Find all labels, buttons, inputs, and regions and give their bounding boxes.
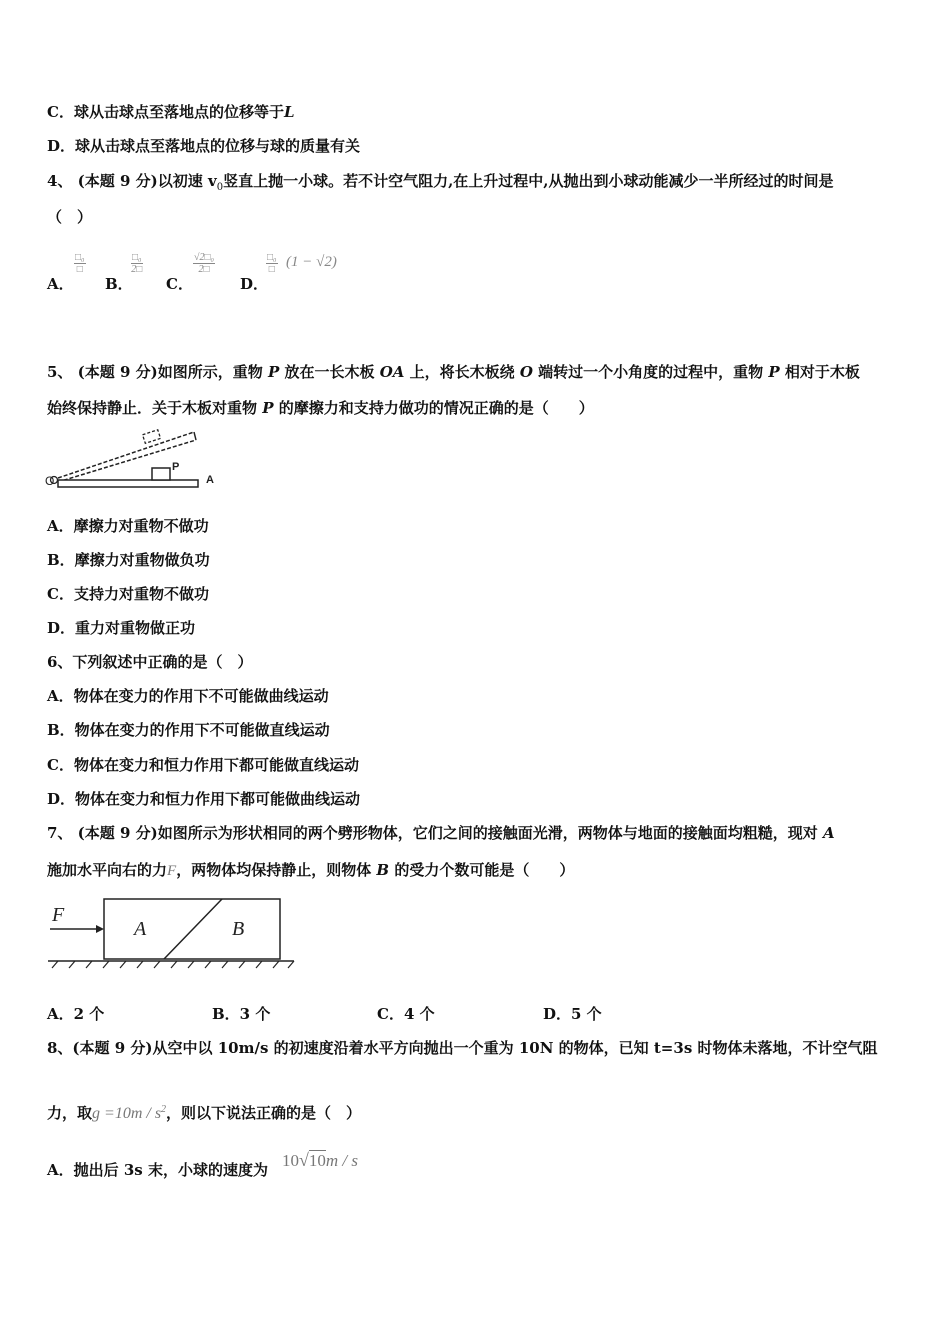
q4-stem-line2: （ ） — [47, 208, 93, 226]
q7-figure — [44, 895, 300, 971]
q3-option-d: D．球从击球点至落地点的位移与球的质量有关 — [47, 137, 361, 155]
q5-figure — [44, 428, 224, 498]
q6-option-a: A．物体在变力的作用下不可能做曲线运动 — [47, 687, 329, 705]
q5-label-a: A — [206, 474, 214, 486]
q7-option-a: A．2 个 — [47, 1005, 105, 1023]
q5-stem: 5、 (本题 9 分)如图所示，重物 P 放在一长木板 OA 上，将长木板绕 O 端转过一个小角度的过程中，重物 P 相对于木板 — [47, 363, 860, 381]
q5-option-a: A．摩擦力对重物不做功 — [47, 517, 209, 535]
q5-block-p — [152, 468, 170, 480]
q3-option-c: C．球从击球点至落地点的位移等于L — [47, 103, 295, 121]
q5-rotated-block — [143, 430, 161, 444]
q5-option-d: D．重力对重物做正功 — [47, 619, 196, 637]
q8-stem-line2: 力，取$g =10m / s^2$，则以下说法正确的是（ ） — [47, 1104, 362, 1122]
q5-board — [58, 480, 198, 487]
q8-option-a-value: 10√10m / s — [282, 1150, 359, 1170]
q4-label-a: A． — [47, 275, 74, 293]
q6-option-d: D．物体在变力和恒力作用下都可能做曲线运动 — [47, 790, 361, 808]
q7-option-c: C．4 个 — [377, 1005, 435, 1023]
q4-formula-b: □₀ 2□ — [131, 252, 143, 275]
q7-stem: 7、 (本题 9 分)如图所示为形状相同的两个劈形物体，它们之间的接触面光滑，两物体与地面的接触面均粗糙，现对 A — [47, 824, 835, 842]
q6-option-b: B．物体在变力的作用下不可能做直线运动 — [47, 721, 330, 739]
q5-label-p: P — [172, 461, 180, 473]
q4-label-d: D． — [240, 275, 269, 293]
q5-option-b: B．摩擦力对重物做负功 — [47, 551, 210, 569]
q7-option-d: D．5 个 — [543, 1005, 602, 1023]
q4-formula-d-tail: (1 − √2) — [286, 254, 337, 270]
q7-label-a: A — [134, 918, 147, 940]
q4-label-b: B． — [105, 275, 133, 293]
q8-stem: 8、(本题 9 分)从空中以 10m/s 的初速度沿着水平方向抛出一个重为 10N 的物体，已知 t=3s 时物体未落地，不计空气阻 — [47, 1039, 878, 1057]
q5-stem-line2: 始终保持静止．关于木板对重物 P 的摩擦力和支持力做功的情况正确的是（ ） — [47, 399, 594, 417]
q6-option-c: C．物体在变力和恒力作用下都可能做直线运动 — [47, 756, 359, 774]
q7-stem-line2: 施加水平向右的力F，两物体均保持静止，则物体 B 的受力个数可能是（ ） — [47, 861, 575, 879]
q4-formula-d: □₀ □ — [267, 252, 277, 275]
q4-formula-a: □₀ □ — [75, 252, 85, 275]
q7-option-b: B．3 个 — [212, 1005, 271, 1023]
q4-stem: 4、 (本题 9 分)以初速 $v_0$竖直上抛一小球。若不计空气阻力,在上升过程中,从抛出到小球动能减少一半所经过的时间是 — [47, 172, 834, 193]
q8-option-a: A．抛出后 3s 末，小球的速度为 — [47, 1161, 268, 1179]
q6-stem: 6、下列叙述中正确的是（ ） — [47, 653, 253, 671]
q7-label-b: B — [232, 918, 245, 940]
q5-label-o: O — [45, 474, 55, 488]
q7-contact-surface — [164, 899, 222, 959]
q4-label-c: C． — [166, 275, 193, 293]
q5-option-c: C．支持力对重物不做功 — [47, 585, 209, 603]
q4-formula-c: $\frac{\text{√2□₀}}{2□}$ — [194, 252, 215, 275]
q7-label-f: F — [52, 904, 65, 926]
